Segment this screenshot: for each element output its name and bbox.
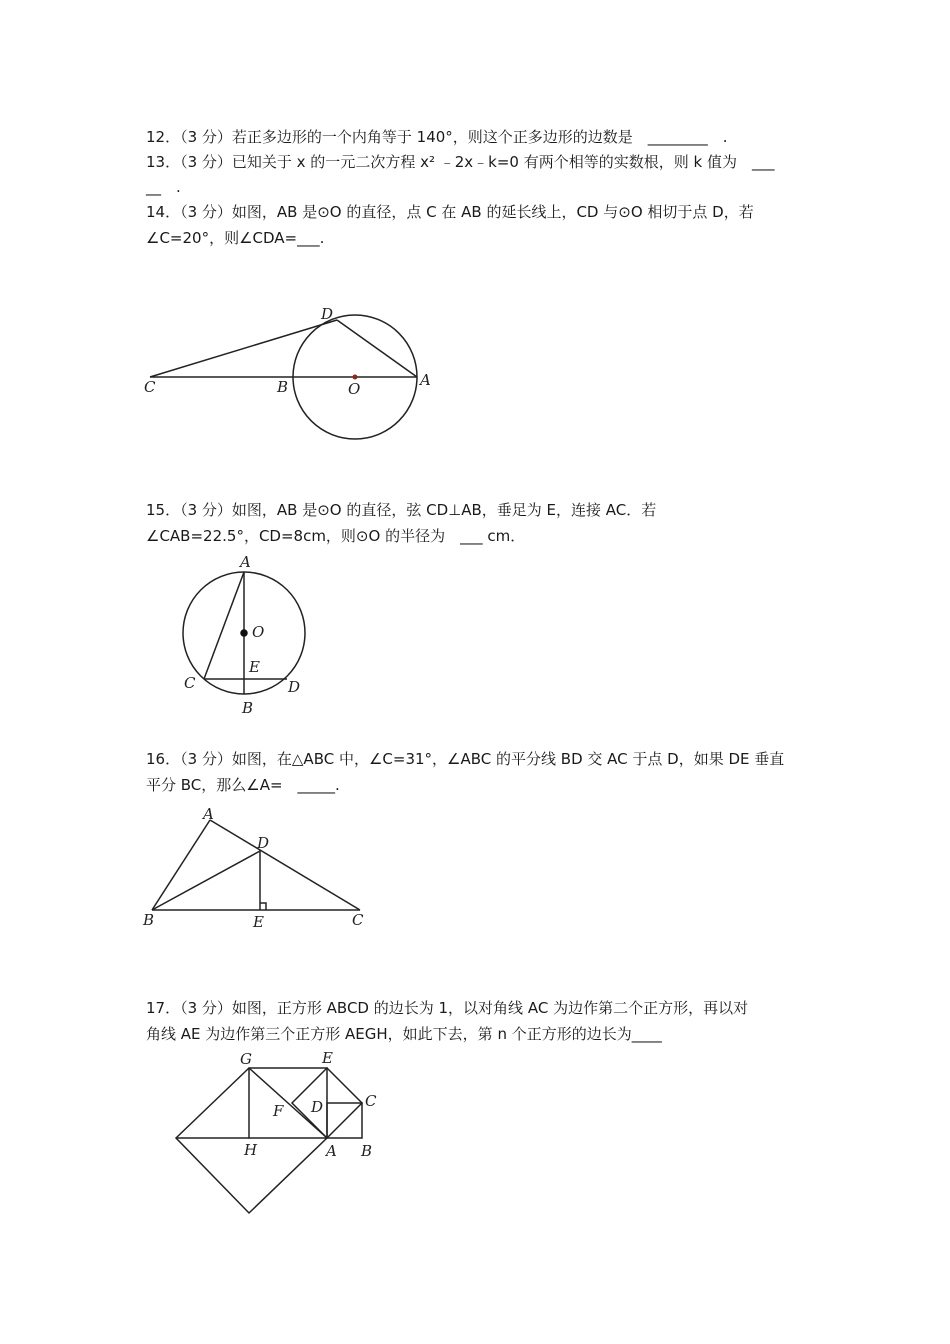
label-g: G (240, 1050, 252, 1068)
figure-14-circle-tangent (130, 295, 450, 445)
side-ab (152, 820, 210, 910)
label-a: A (240, 553, 251, 571)
bisector-bd (152, 851, 260, 910)
figure-17-squares (160, 1048, 390, 1223)
figure-15-circle-chord (170, 553, 320, 718)
label-e: E (249, 658, 260, 676)
figure-16-triangle (138, 805, 378, 930)
label-c: C (144, 378, 156, 396)
question-12: 12．（3 分）若正多边形的一个内角等于 140°，则这个正多边形的边数是 ________ . (146, 128, 728, 146)
question-17-line-1: 17．（3 分）如图，正方形 ABCD 的边长为 1，以对角线 AC 为边作第二个正方形，再以对 (146, 999, 749, 1017)
label-d: D (321, 305, 334, 323)
label-c: C (365, 1092, 377, 1110)
tangent-cd (150, 320, 337, 377)
center-point-o (353, 375, 357, 379)
segment-ac (204, 572, 244, 679)
label-d: D (311, 1098, 324, 1116)
label-e: E (253, 913, 264, 930)
label-b: B (361, 1142, 373, 1160)
label-b: B (242, 699, 254, 717)
question-13-line-1: 13．（3 分）已知关于 x 的一元二次方程 x² ﹣2x﹣k=0 有两个相等的实数根，则 k 值为 ___ (146, 153, 775, 171)
question-16-line-2: 平分 BC，那么∠A= _____. (146, 776, 340, 794)
label-a: A (203, 805, 214, 823)
label-d: D (257, 834, 270, 852)
question-14-line-2: ∠C=20°，则∠CDA=___. (146, 229, 325, 247)
question-15-line-1: 15．（3 分）如图，AB 是⊙O 的直径，弦 CD⊥AB，垂足为 E，连接 AC．若 (146, 501, 657, 519)
center-point-o (241, 630, 247, 636)
right-angle-mark (260, 903, 266, 910)
chord-da (337, 320, 417, 377)
label-o: O (348, 380, 361, 398)
label-h: H (244, 1141, 258, 1159)
question-13-line-2: __ . (146, 178, 181, 196)
question-17-line-2: 角线 AE 为边作第三个正方形 AEGH，如此下去，第 n 个正方形的边长为____ (146, 1025, 662, 1043)
question-16-line-1: 16．（3 分）如图，在△ABC 中，∠C=31°，∠ABC 的平分线 BD 交 AC 于点 D，如果 DE 垂直 (146, 750, 785, 768)
label-o: O (252, 623, 265, 641)
label-a: A (326, 1142, 337, 1160)
label-b: B (143, 911, 155, 929)
label-c: C (352, 911, 364, 929)
question-15-line-2: ∠CAB=22.5°，CD=8cm，则⊙O 的半径为 ___ cm． (146, 527, 526, 545)
label-d: D (288, 678, 301, 696)
label-e: E (322, 1049, 333, 1067)
side-ac (210, 820, 360, 910)
label-c: C (184, 674, 196, 692)
question-14-line-1: 14．（3 分）如图，AB 是⊙O 的直径，点 C 在 AB 的延长线上，CD 与⊙O 相切于点 D，若 (146, 203, 754, 221)
label-a: A (420, 371, 431, 389)
label-f: F (273, 1102, 284, 1120)
label-b: B (277, 378, 289, 396)
